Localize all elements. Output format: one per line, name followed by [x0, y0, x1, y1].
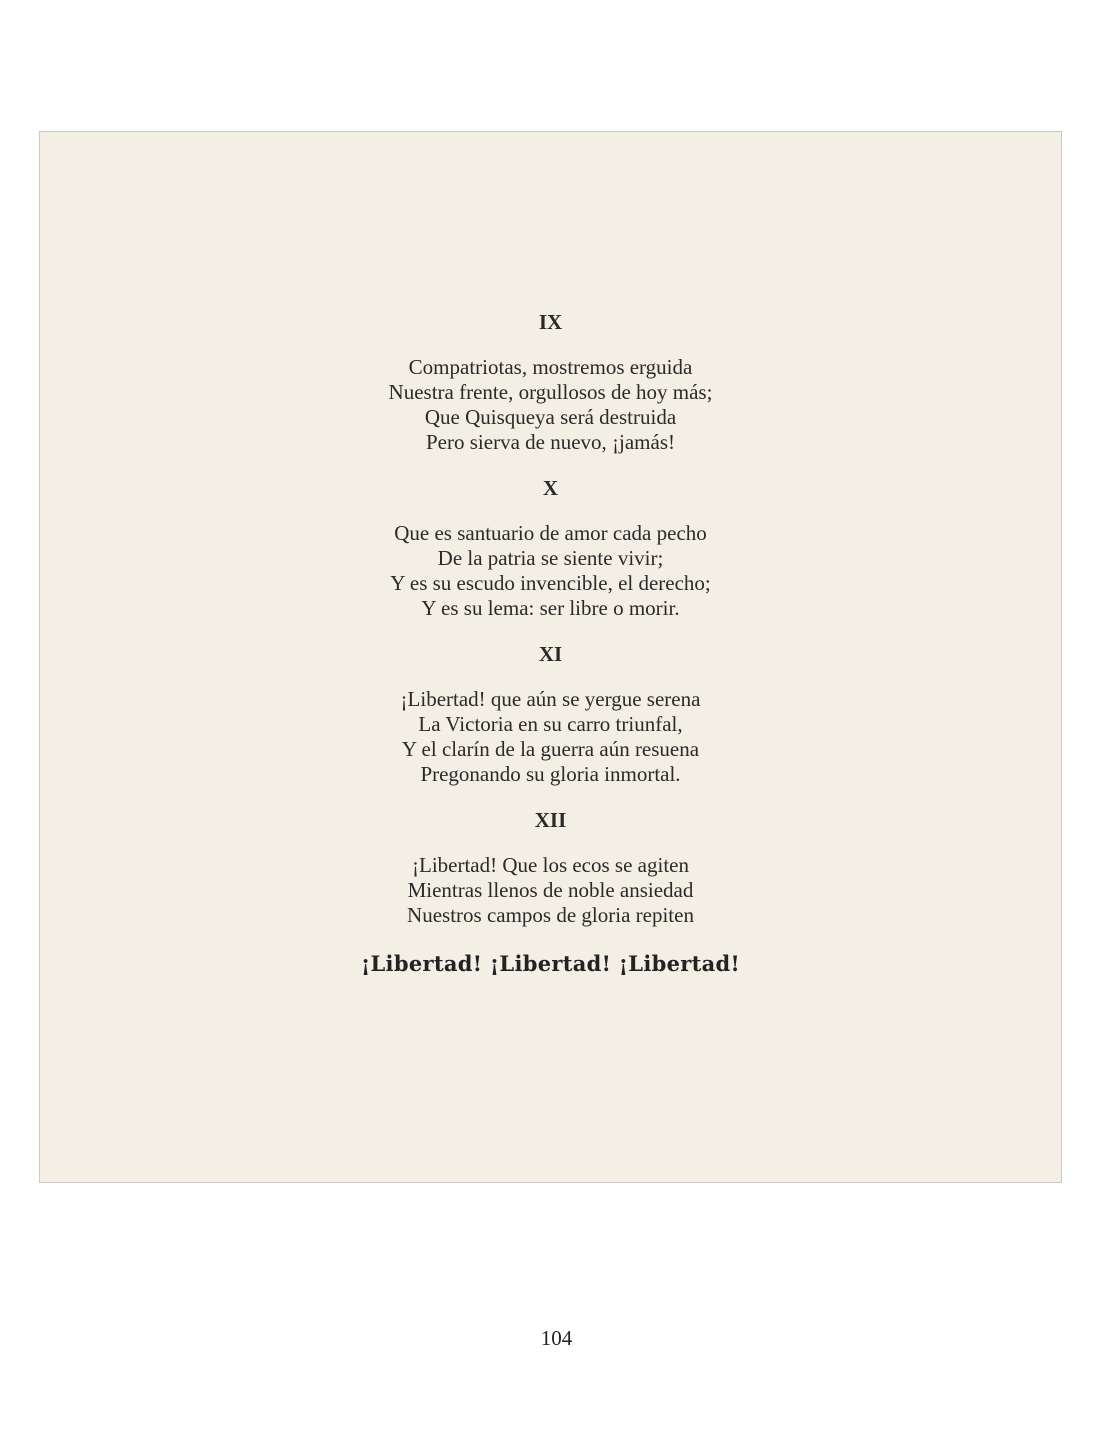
verse-line: Nuestra frente, orgullosos de hoy más; — [388, 380, 713, 404]
poem-panel — [39, 131, 1062, 1183]
stanza — [40, 853, 1061, 928]
poem-body — [40, 309, 1061, 978]
refrain: ¡Libertad! ¡Libertad! ¡Libertad! — [360, 951, 741, 976]
verse-line: Y es su lema: ser libre o morir. — [421, 596, 680, 620]
stanza-heading: XI — [538, 642, 563, 666]
verse-line: Pero sierva de nuevo, ¡jamás! — [426, 430, 675, 454]
verse-line: Que Quisqueya será destruida — [424, 405, 677, 429]
stanza-heading: IX — [538, 310, 563, 334]
verse-line: Y es su escudo invencible, el derecho; — [390, 571, 711, 595]
stanza-heading: XII — [534, 808, 567, 832]
stanza — [40, 687, 1061, 787]
page-number: 104 — [540, 1326, 573, 1350]
verse-line: Que es santuario de amor cada pecho — [394, 521, 707, 545]
verse-line: ¡Libertad! que aún se yergue serena — [400, 687, 701, 711]
verse-line: ¡Libertad! Que los ecos se agiten — [412, 853, 689, 877]
verse-line: Compatriotas, mostremos erguida — [408, 355, 693, 379]
verse-line: De la patria se siente vivir; — [437, 546, 664, 570]
stanza-heading: X — [542, 476, 559, 500]
verse-line: La Victoria en su carro triunfal, — [418, 712, 683, 736]
verse-line: Y el clarín de la guerra aún resuena — [401, 737, 700, 761]
verse-line: Pregonando su gloria inmortal. — [420, 762, 681, 786]
verse-line: Mientras llenos de noble ansiedad — [407, 878, 694, 902]
verse-line: Nuestros campos de gloria repiten — [407, 903, 694, 927]
stanza — [40, 521, 1061, 621]
stanza — [40, 355, 1061, 455]
